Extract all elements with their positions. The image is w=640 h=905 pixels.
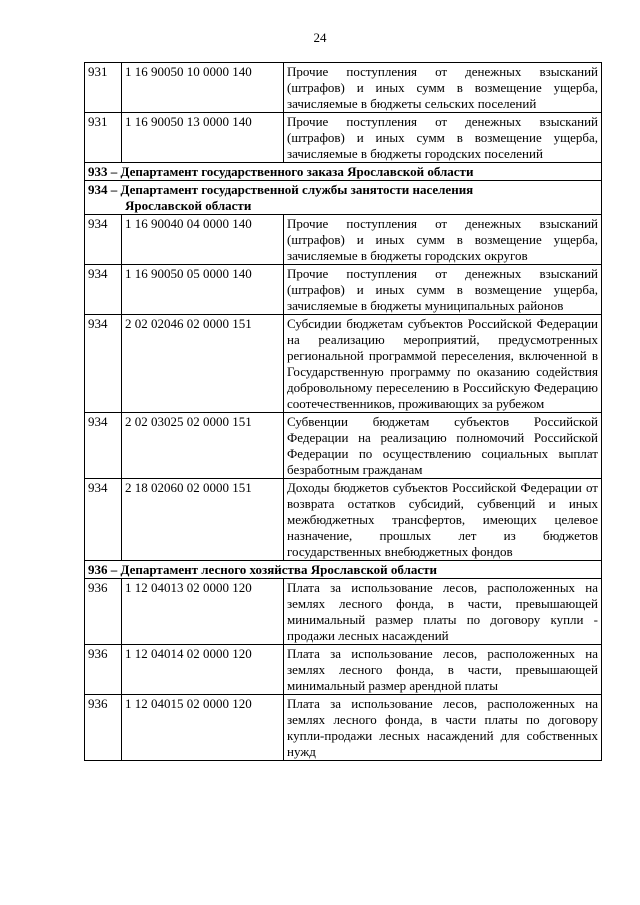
department-header-row (85, 163, 602, 181)
budget-classification-code-cell: 1 16 90050 13 0000 140 (122, 113, 284, 163)
table-row (85, 695, 602, 761)
budget-classification-code-cell: 1 16 90040 04 0000 140 (122, 215, 284, 265)
administrator-code-cell: 936 (85, 645, 122, 695)
page-number: 24 (313, 30, 327, 45)
budget-classification-code-cell: 1 12 04013 02 0000 120 (122, 579, 284, 645)
administrator-code-cell: 931 (85, 63, 122, 113)
table-row (85, 63, 602, 113)
revenue-description-cell: Прочие поступления от денежных взысканий (штрафов) и иных сумм в возмещение ущерба, зачисляемые в бюджеты городских округов (284, 215, 602, 265)
budget-classification-code-cell: 2 02 03025 02 0000 151 (122, 413, 284, 479)
revenue-description-cell: Плата за использование лесов, расположенных на землях лесного фонда, в части, превышающей минимальный размер арендной платы (284, 645, 602, 695)
administrator-code-cell: 934 (85, 315, 122, 413)
budget-classification-code-cell: 1 16 90050 10 0000 140 (122, 63, 284, 113)
administrator-code-cell: 934 (85, 215, 122, 265)
table-row (85, 113, 602, 163)
budget-classification-code-cell: 1 16 90050 05 0000 140 (122, 265, 284, 315)
table-row (85, 479, 602, 561)
revenue-description-cell: Субвенции бюджетам субъектов Российской Федерации на реализацию полномочий Российской Федерации по осуществлению социальных выплат безработным гражданам (284, 413, 602, 479)
department-header (85, 561, 602, 579)
revenue-description-cell: Доходы бюджетов субъектов Российской Федерации от возврата остатков субсидий, субвенций и иных межбюджетных трансфертов, имеющих целевое назначение, прошлых лет из бюджетов государственных внебюджетных фондов (284, 479, 602, 561)
table-row (85, 645, 602, 695)
table-row (85, 579, 602, 645)
administrator-code-cell: 934 (85, 413, 122, 479)
department-title-continued: Ярославской области (125, 198, 252, 213)
budget-classification-code-cell: 2 02 02046 02 0000 151 (122, 315, 284, 413)
department-header (85, 163, 602, 181)
revenue-description-cell: Прочие поступления от денежных взысканий (штрафов) и иных сумм в возмещение ущерба, зачисляемые в бюджеты муниципальных районов (284, 265, 602, 315)
department-header-row (85, 561, 602, 579)
budget-classification-code-cell: 1 12 04015 02 0000 120 (122, 695, 284, 761)
table-row (85, 265, 602, 315)
table-row (85, 413, 602, 479)
revenue-description-cell: Плата за использование лесов, расположенных на землях лесного фонда, в части, превышающей минимальный размер платы по договору купли - продажи лесных насаждений (284, 579, 602, 645)
administrator-code-cell: 934 (85, 265, 122, 315)
table-row (85, 215, 602, 265)
department-title: 933 – Департамент государственного заказа Ярославской области (88, 164, 474, 179)
revenue-description-cell: Субсидии бюджетам субъектов Российской Федерации на реализацию мероприятий, предусмотренных региональной программой переселения, включенной в Государственную программу по оказанию содействия добровольному переселению в Российскую Федерацию соотечественников, проживающих за рубежом (284, 315, 602, 413)
department-header (85, 181, 602, 215)
administrator-code-cell: 936 (85, 695, 122, 761)
table-row (85, 315, 602, 413)
revenue-description-cell: Плата за использование лесов, расположенных на землях лесного фонда, в части платы по договору купли-продажи лесных насаждений для собственных нужд (284, 695, 602, 761)
administrator-code-cell: 931 (85, 113, 122, 163)
revenue-description-cell: Прочие поступления от денежных взысканий (штрафов) и иных сумм в возмещение ущерба, зачисляемые в бюджеты городских поселений (284, 113, 602, 163)
revenue-description-cell: Прочие поступления от денежных взысканий (штрафов) и иных сумм в возмещение ущерба, зачисляемые в бюджеты сельских поселений (284, 63, 602, 113)
table-body (85, 63, 602, 761)
department-title: 934 – Департамент государственной службы занятости населения (88, 182, 474, 197)
department-title: 936 – Департамент лесного хозяйства Ярославской области (88, 562, 438, 577)
budget-classification-code-cell: 1 12 04014 02 0000 120 (122, 645, 284, 695)
administrator-code-cell: 936 (85, 579, 122, 645)
administrator-code-cell: 934 (85, 479, 122, 561)
department-header-row (85, 181, 602, 215)
revenue-codes-table (84, 62, 602, 761)
budget-classification-code-cell: 2 18 02060 02 0000 151 (122, 479, 284, 561)
